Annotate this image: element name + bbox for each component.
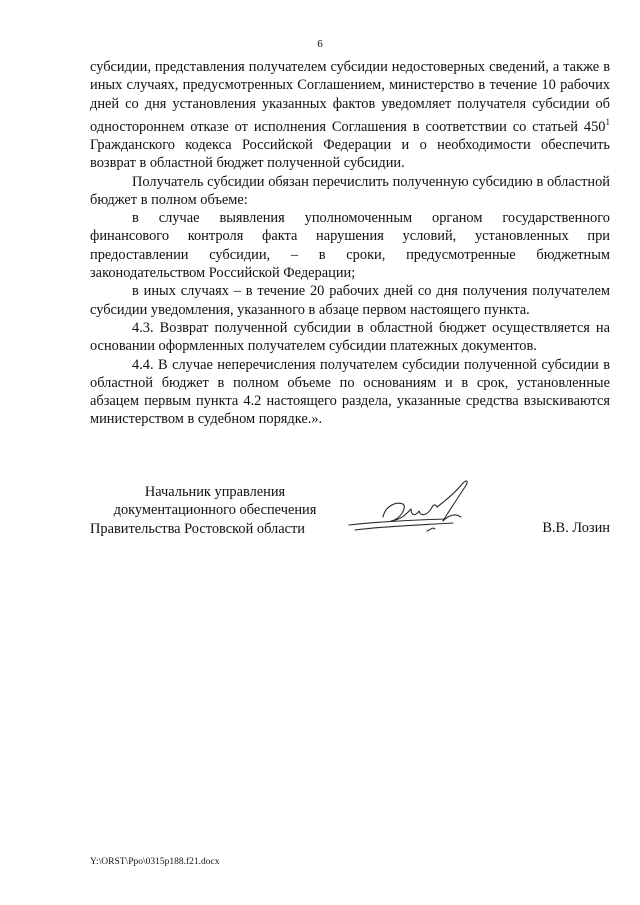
signatory-title-line: Правительства Ростовской области: [90, 520, 305, 537]
signatory-title: [90, 483, 340, 538]
page-number: 6: [317, 38, 323, 50]
paragraph: 4.4. В случае неперечисления получателем субсидии полученной субсидии в областной бюджет в полном объеме по основаниям и в срок, установленные абзацем первым пункта 4.2 настоящего раздела, указанные средства взыскиваются министерством в судебном порядке.».: [90, 356, 610, 428]
signatory-title-line: документационного обеспечения: [113, 502, 317, 519]
signatory-title-line: Начальник управления: [144, 484, 286, 500]
paragraph: в иных случаях – в течение 20 рабочих дней со дня получения получателем субсидии уведомления, указанного в абзаце первом настоящего пункта.: [90, 283, 610, 318]
paragraph: в случае выявления уполномоченным органом государственного финансового контроля факта нарушения условий, установленных при предоставлении субсидии, – в сроки, предусмотренные бюджетным законодательством Российской Федерации;: [90, 210, 610, 282]
handwritten-signature-image: [345, 473, 490, 545]
footer-file-path: Y:\ORST\Ppo\0315p188.f21.docx: [90, 857, 220, 867]
paragraph: Получатель субсидии обязан перечислить полученную субсидию в областной бюджет в полном объеме:: [90, 173, 610, 208]
signatory-name: В.В. Лозин: [542, 520, 610, 536]
paragraph: субсидии, представления получателем субсидии недостоверных сведений, а также в иных случаях, предусмотренных Соглашением, министерство в течение 10 рабочих дней со дня установления указанных фактов уведомляет получателя субсидии об одностороннем отказе от исполнения Соглашения в соответствии со статьей $450^1$ Гражданского кодекса Российской Федерации и о необходимости обеспечить возврат в областной бюджет полученной субсидии.: [90, 59, 610, 172]
paragraph: 4.3. Возврат полученной субсидии в областной бюджет осуществляется на основании оформленных получателем субсидии платежных документов.: [90, 319, 610, 355]
document-body: [90, 58, 610, 429]
